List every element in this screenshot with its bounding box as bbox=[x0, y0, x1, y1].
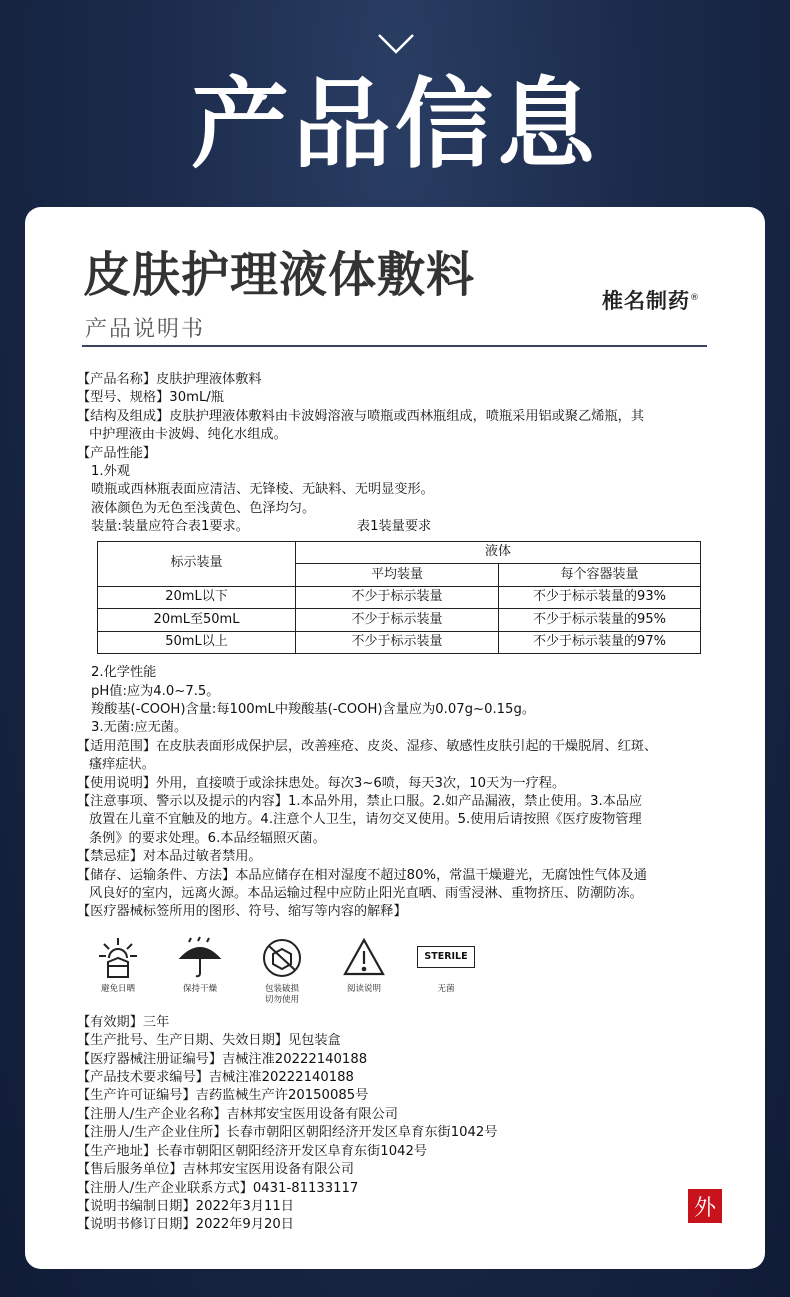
storage-line-2: 风良好的室内，远离火源。本品运输过程中应防止阳光直晒、雨雪浸淋、重物挤压、防潮防冻。 bbox=[89, 886, 643, 902]
notes-line-2: 放置在儿童不宜触及的地方。4.注意个人卫生，请勿交叉使用。5.使用后请按照《医疗废物管理 bbox=[89, 812, 642, 828]
table-row bbox=[98, 586, 701, 609]
notes-line-1: 【注意事项、警示以及提示的内容】1.本品外用，禁止口服。2.如产品漏液，禁止使用。3.本品应 bbox=[77, 794, 643, 809]
scope-line-1: 【适用范围】在皮肤表面形成保护层，改善痤疮、皮炎、湿疹、敏感性皮肤引起的干燥脱屑、红斑、 bbox=[77, 738, 658, 754]
table-cell: 不少于标示装量的97% bbox=[499, 631, 701, 654]
chevron-down-icon bbox=[377, 33, 415, 55]
divider bbox=[82, 345, 707, 347]
appearance-line-1: 喷瓶或西林瓶表面应清洁、无锋棱、无缺料、无明显变形。 bbox=[91, 482, 434, 498]
structure-line-1: 【结构及组成】皮肤护理液体敷料由卡波姆溶液与喷瓶或西林瓶组成，喷瓶采用铝或聚乙烯瓶，其 bbox=[77, 408, 645, 424]
contraindications: 【禁忌症】对本品过敏者禁用。 bbox=[77, 849, 262, 865]
table-cell: 20mL以下 bbox=[98, 586, 296, 609]
symbol-row bbox=[77, 936, 717, 1006]
chem-ph: pH值:应为4.0~7.5。 bbox=[91, 683, 220, 699]
registration-number: 【医疗器械注册证编号】吉械注准20222140188 bbox=[77, 1051, 368, 1067]
table-header-liquid: 液体 bbox=[296, 541, 701, 564]
performance-heading: 【产品性能】 bbox=[77, 445, 157, 461]
chem-carboxyl: 羧酸基(-COOH)含量:每100mL中羧酸基(-COOH)含量应为0.07g~0.15g。 bbox=[91, 701, 536, 717]
table-header-avg: 平均装量 bbox=[296, 564, 499, 587]
sterile-icon: STERILE bbox=[417, 946, 475, 968]
document-subtitle: 产品说明书 bbox=[85, 317, 206, 342]
packing-table bbox=[97, 541, 701, 655]
symbol-damaged-package bbox=[241, 936, 323, 1006]
symbol-label-line-1: 包装破损 bbox=[264, 983, 299, 994]
chem-heading: 2.化学性能 bbox=[91, 665, 157, 681]
service-unit: 【售后服务单位】吉林邦安宝医用设备有限公司 bbox=[77, 1162, 354, 1178]
compiled-date: 【说明书编制日期】2022年3月11日 bbox=[77, 1198, 294, 1214]
appearance-line-2: 液体颜色为无色至浅黄色、色泽均匀。 bbox=[91, 500, 316, 516]
table-cell: 不少于标示装量 bbox=[296, 631, 499, 654]
table-cell: 不少于标示装量 bbox=[296, 586, 499, 609]
storage-line-1: 【储存、运输条件、方法】本品应储存在相对湿度不超过80%，常温干燥避光，无腐蚀性气体及通 bbox=[77, 867, 647, 883]
warning-triangle-icon bbox=[341, 936, 387, 980]
registrant-address: 【注册人/生产企业住所】长春市朝阳区朝阳经济开发区阜育东街1042号 bbox=[77, 1125, 498, 1141]
external-use-badge: 外 bbox=[688, 1189, 722, 1223]
appearance-heading: 1.外观 bbox=[91, 464, 130, 480]
document-title: 皮肤护理液体敷料 bbox=[83, 247, 476, 303]
scope-line-2: 瘙痒症状。 bbox=[89, 757, 155, 773]
symbol-label: 无菌 bbox=[437, 983, 455, 994]
notes-line-3: 条例》的要求处理。6.本品经辐照灭菌。 bbox=[89, 830, 326, 846]
table-caption: 表1装量要求 bbox=[356, 519, 432, 535]
symbol-label bbox=[265, 984, 299, 1006]
symbols-heading: 【医疗器械标签所用的图形、符号、缩写等内容的解释】 bbox=[77, 904, 407, 920]
umbrella-icon bbox=[177, 936, 223, 980]
revised-date: 【说明书修订日期】2022年9月20日 bbox=[77, 1217, 294, 1233]
product-info-list bbox=[77, 1014, 717, 1235]
damaged-package-icon bbox=[259, 936, 305, 980]
table-cell: 20mL至50mL bbox=[98, 609, 296, 632]
production-address: 【生产地址】长春市朝阳区朝阳经济开发区阜育东街1042号 bbox=[77, 1143, 428, 1159]
batch-info: 【生产批号、生产日期、失效日期】见包装盒 bbox=[77, 1033, 341, 1049]
symbol-label-line-2: 切勿使用 bbox=[264, 994, 299, 1005]
table-header-row bbox=[98, 541, 701, 564]
table-header-each: 每个容器装量 bbox=[499, 564, 701, 587]
table-cell: 不少于标示装量的95% bbox=[499, 609, 701, 632]
symbol-label: 保持干燥 bbox=[182, 983, 217, 994]
product-name: 【产品名称】皮肤护理液体敷料 bbox=[77, 372, 262, 387]
hero-title: 产品信息 bbox=[190, 68, 599, 182]
symbol-keep-from-sun bbox=[77, 936, 159, 1006]
packing-row bbox=[77, 518, 717, 536]
model-spec: 【型号、规格】30mL/瓶 bbox=[77, 390, 224, 406]
packing-text: 装量:装量应符合表1要求。 bbox=[91, 519, 249, 535]
chem-sterile: 3.无菌:应无菌。 bbox=[91, 720, 188, 736]
symbol-read-manual bbox=[323, 936, 405, 1006]
registrant-name: 【注册人/生产企业名称】吉林邦安宝医用设备有限公司 bbox=[77, 1106, 398, 1122]
brand-name: 椎名制药 bbox=[602, 289, 690, 313]
validity: 【有效期】三年 bbox=[77, 1014, 170, 1030]
table-row bbox=[98, 609, 701, 632]
instructions: 【使用说明】外用，直接喷于或涂抹患处。每次3~6喷，每天3次，10天为一疗程。 bbox=[77, 775, 566, 791]
sun-icon bbox=[95, 936, 141, 980]
registered-mark: ® bbox=[690, 293, 700, 303]
table-cell: 不少于标示装量的93% bbox=[499, 586, 701, 609]
technical-number: 【产品技术要求编号】吉械注准20222140188 bbox=[77, 1070, 354, 1086]
table-cell: 不少于标示装量 bbox=[296, 609, 499, 632]
instruction-card bbox=[25, 207, 765, 1269]
symbol-label: 阅读说明 bbox=[346, 983, 381, 994]
document-body bbox=[77, 371, 717, 1235]
license-number: 【生产许可证编号】吉药监械生产许20150085号 bbox=[77, 1088, 369, 1104]
symbol-keep-dry bbox=[159, 936, 241, 1006]
brand-logo bbox=[602, 285, 700, 315]
table-cell: 50mL以上 bbox=[98, 631, 296, 654]
symbol-label: 避免日晒 bbox=[100, 983, 135, 994]
symbol-sterile bbox=[405, 936, 487, 1006]
table-row bbox=[98, 631, 701, 654]
table-header-label: 标示装量 bbox=[98, 541, 296, 586]
structure-line-2: 中护理液由卡波姆、纯化水组成。 bbox=[89, 427, 287, 443]
contact-info: 【注册人/生产企业联系方式】0431-81133117 bbox=[77, 1180, 359, 1196]
